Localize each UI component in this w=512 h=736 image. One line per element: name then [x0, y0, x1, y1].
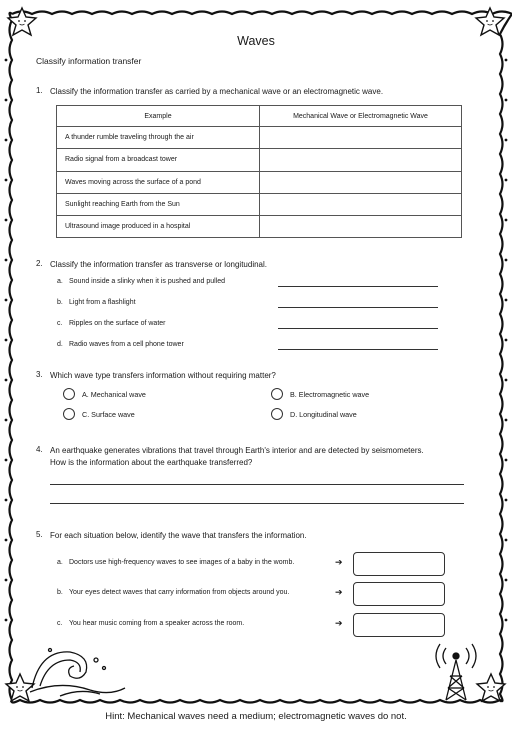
table-header-example: Example: [57, 106, 260, 127]
radio-circle-icon[interactable]: [271, 388, 283, 400]
table-row: [57, 127, 462, 149]
table-cell-example: A thunder rumble traveling through the air: [57, 127, 260, 149]
option-a[interactable]: [63, 388, 146, 400]
option-label: C. Surface wave: [82, 409, 135, 419]
answer-box[interactable]: [353, 582, 445, 606]
frame-dot: [505, 459, 508, 462]
table-row: [57, 193, 462, 215]
arrow-right-icon: ➔: [335, 557, 343, 567]
answer-cell[interactable]: [260, 193, 462, 215]
page-title: Waves: [237, 34, 275, 48]
table-cell-example: Radio signal from a broadcast tower: [57, 149, 260, 171]
q2-item-text: Light from a flashlight: [69, 299, 136, 306]
frame-dot: [505, 579, 508, 582]
answer-box[interactable]: [353, 613, 445, 637]
item-letter: a.: [57, 278, 63, 285]
frame-dot: [505, 339, 508, 342]
question-3-text: Which wave type transfers information without requiring matter?: [50, 371, 276, 380]
answer-cell[interactable]: [260, 216, 462, 238]
frame-dot: [505, 99, 508, 102]
arrow-right-icon: ➔: [335, 587, 343, 597]
table-header-wave-type: Mechanical Wave or Electromagnetic Wave: [260, 106, 462, 127]
frame-dot: [5, 539, 8, 542]
q2-item-text: Ripples on the surface of water: [69, 320, 166, 327]
table-row: [57, 171, 462, 193]
option-label: B. Electromagnetic wave: [290, 389, 370, 399]
option-c[interactable]: [63, 408, 135, 420]
q5-item-text: Doctors use high-frequency waves to see images of a baby in the womb.: [69, 559, 295, 566]
question-1-text: Classify the information transfer as carried by a mechanical wave or an electromagnetic wave.: [50, 87, 384, 96]
frame-dot: [5, 499, 8, 502]
radio-circle-icon[interactable]: [63, 408, 75, 420]
question-4-line-2: How is the information about the earthquake transferred?: [50, 458, 253, 467]
q5-item-text: You hear music coming from a speaker across the room.: [69, 620, 245, 627]
answer-box[interactable]: [353, 552, 445, 576]
page-subtitle: Classify information transfer: [36, 56, 142, 66]
frame-dot: [505, 419, 508, 422]
frame-dot: [505, 539, 508, 542]
hint-text: Hint: Mechanical waves need a medium; electromagnetic waves do not.: [105, 711, 407, 722]
frame-dot: [505, 259, 508, 262]
frame-dot: [5, 459, 8, 462]
option-label: A. Mechanical wave: [82, 389, 146, 399]
frame-dot: [5, 139, 8, 142]
frame-dot: [5, 219, 8, 222]
answer-line[interactable]: [50, 503, 464, 504]
table-cell-example: Waves moving across the surface of a pond: [57, 171, 260, 193]
frame-dot: [5, 419, 8, 422]
frame-dot: [5, 179, 8, 182]
item-letter: b.: [57, 589, 63, 596]
frame-dot: [505, 379, 508, 382]
answer-line[interactable]: [50, 484, 464, 485]
option-label: D. Longitudinal wave: [290, 409, 357, 419]
question-5-text: For each situation below, identify the wave that transfers the information.: [50, 531, 307, 540]
table-cell-example: Ultrasound image produced in a hospital: [57, 216, 260, 238]
table-header-row: [57, 106, 462, 127]
frame-dot: [505, 139, 508, 142]
q5-item-text: Your eyes detect waves that carry information from objects around you.: [69, 589, 290, 596]
frame-dot: [5, 59, 8, 62]
frame-dot: [505, 59, 508, 62]
answer-cell[interactable]: [260, 127, 462, 149]
item-letter: b.: [57, 299, 63, 306]
answer-cell[interactable]: [260, 171, 462, 193]
radio-circle-icon[interactable]: [271, 408, 283, 420]
frame-dot: [505, 499, 508, 502]
answer-cell[interactable]: [260, 149, 462, 171]
radio-tower-icon: [436, 644, 476, 700]
table-cell-example: Sunlight reaching Earth from the Sun: [57, 193, 260, 215]
table-row: [57, 216, 462, 238]
answer-line[interactable]: [278, 286, 438, 287]
q2-item-text: Sound inside a slinky when it is pushed and pulled: [69, 278, 226, 285]
answer-line[interactable]: [278, 328, 438, 329]
frame-dot: [505, 179, 508, 182]
wave-icon: [30, 649, 125, 697]
arrow-right-icon: ➔: [335, 618, 343, 628]
frame-dot: [505, 299, 508, 302]
frame-dot: [5, 339, 8, 342]
item-letter: a.: [57, 559, 63, 566]
question-4-line-1: An earthquake generates vibrations that travel through Earth's interior and are detected by seismometers.: [50, 446, 424, 455]
item-letter: c.: [57, 620, 63, 627]
radio-circle-icon[interactable]: [63, 388, 75, 400]
question-2-text: Classify the information transfer as transverse or longitudinal.: [50, 260, 267, 269]
classification-table: [56, 105, 462, 238]
frame-dot: [5, 379, 8, 382]
question-1-number: 1.: [36, 86, 43, 95]
frame-dot: [5, 259, 8, 262]
table-row: [57, 149, 462, 171]
question-4-number: 4.: [36, 445, 43, 454]
frame-dot: [5, 619, 8, 622]
frame-dot: [5, 299, 8, 302]
question-3-number: 3.: [36, 370, 43, 379]
answer-line[interactable]: [278, 307, 438, 308]
option-b[interactable]: [271, 388, 369, 400]
frame-dot: [5, 99, 8, 102]
frame-dot: [505, 219, 508, 222]
question-2-number: 2.: [36, 259, 43, 268]
frame-dot: [5, 579, 8, 582]
frame-dot: [505, 619, 508, 622]
item-letter: d.: [57, 341, 63, 348]
q2-item-text: Radio waves from a cell phone tower: [69, 341, 184, 348]
star-icon: [8, 8, 36, 35]
item-letter: c.: [57, 320, 63, 327]
answer-line[interactable]: [278, 349, 438, 350]
option-d[interactable]: [271, 408, 357, 420]
question-5-number: 5.: [36, 530, 43, 539]
